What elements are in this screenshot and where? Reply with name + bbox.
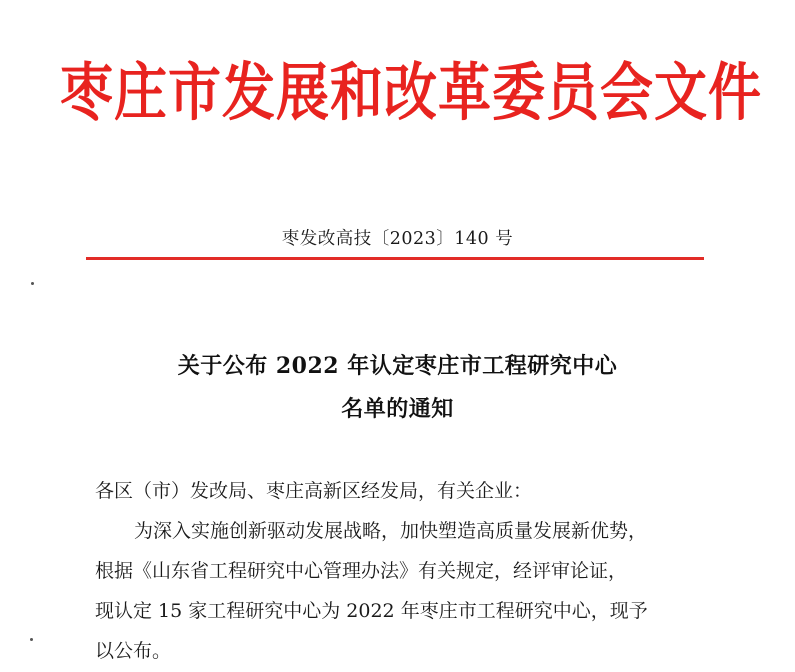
issuer-masthead-title: 枣庄市发展和改革委员会文件 [60, 57, 762, 130]
paragraph-line: 以公布。 [95, 640, 172, 662]
salutation: 各区（市）发改局、枣庄高新区经发局，有关企业： [95, 480, 533, 502]
notice-title-line-2: 名单的通知 [341, 396, 454, 422]
red-divider-rule [86, 257, 704, 260]
paragraph-line: 根据《山东省工程研究中心管理办法》有关规定，经评审论证， [95, 560, 628, 582]
scan-speck [31, 282, 34, 285]
notice-title-line-1: 关于公布 2022 年认定枣庄市工程研究中心 [177, 353, 618, 379]
scan-speck [30, 638, 33, 641]
document-number: 枣发改高技〔2023〕140 号 [281, 229, 514, 249]
paragraph-line: 为深入实施创新驱动发展战略，加快塑造高质量发展新优势， [134, 520, 648, 542]
paragraph-line: 现认定 15 家工程研究中心为 2022 年枣庄市工程研究中心，现予 [95, 600, 648, 622]
